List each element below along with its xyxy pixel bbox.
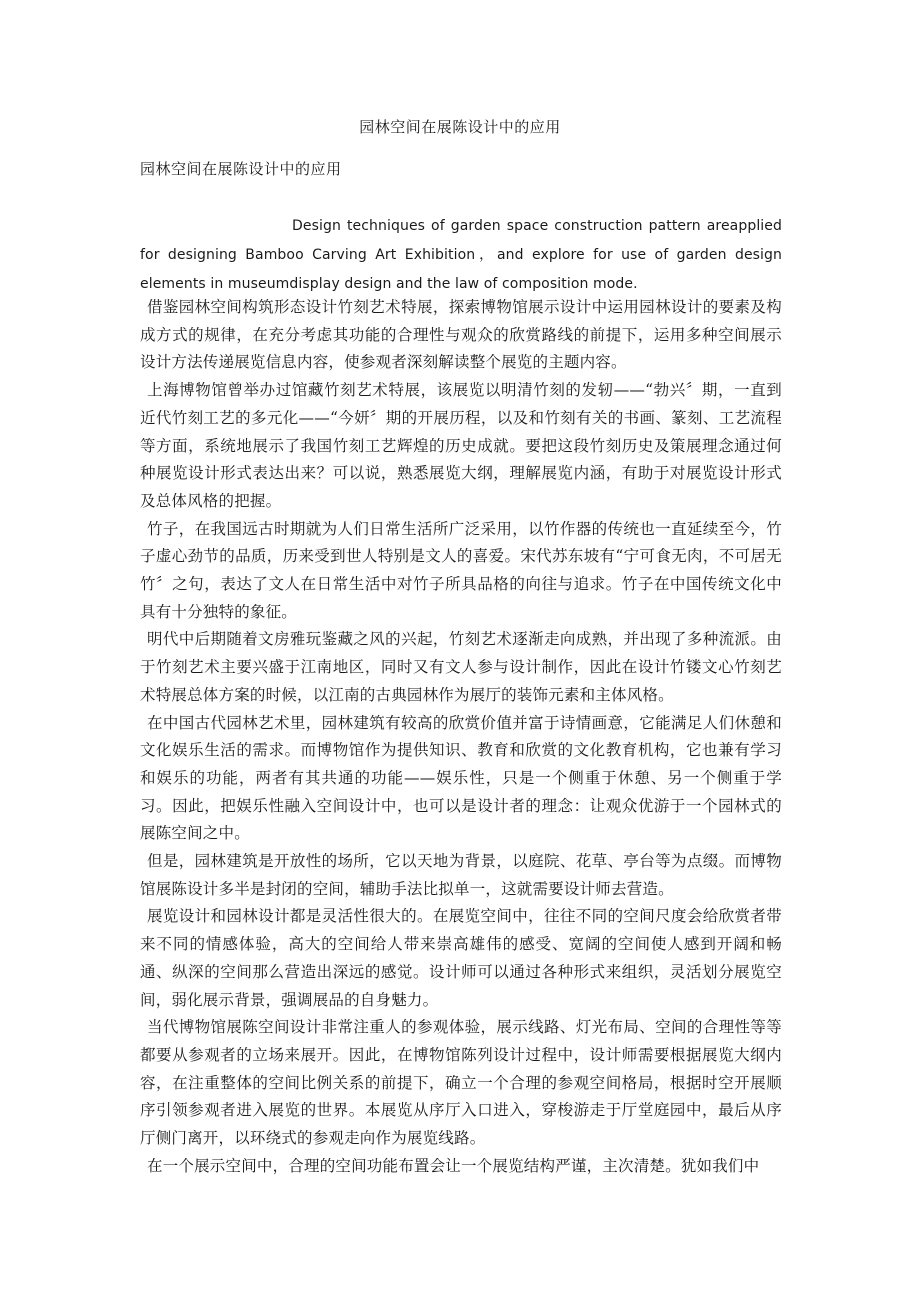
body-paragraph: 在一个展示空间中，合理的空间功能布置会让一个展览结构严谨，主次清楚。犹如我们中: [147, 1156, 760, 1175]
document-title: 园林空间在展陈设计中的应用: [359, 118, 561, 136]
body-paragraph: 明代中后期随着文房雅玩鉴藏之风的兴起，竹刻艺术逐渐走向成熟，并出现了多种流派。由于竹刻艺术主要兴盛于江南地区，同时又有文人参与设计制作，因此在设计竹镂文心竹刻艺术特展总体方案的时候，以江南的古典园林作为展厅的装饰元素和主体风格。: [140, 630, 782, 704]
body-paragraph: 竹子，在我国远古时期就为人们日常生活所广泛采用，以竹作器的传统也一直延续至今，竹子虚心劲节的品质，历来受到世人特别是文人的喜爱。宋代苏东坡有“宁可食无肉，不可居无竹〞之句，表达了文人在日常生活中对竹子所具品格的向往与追求。竹子在中国传统文化中具有十分独特的象征。: [140, 519, 782, 621]
body-paragraph: 借鉴园林空间构筑形态设计竹刻艺术特展，探索博物馆展示设计中运用园林设计的要素及构成方式的规律，在充分考虑其功能的合理性与观众的欣赏路线的前提下，运用多种空间展示设计方法传递展览信息内容，使参观者深刻解读整个展览的主题内容。: [140, 298, 782, 372]
body-paragraph: 上海博物馆曾举办过馆藏竹刻艺术特展，该展览以明清竹刻的发轫——“勃兴〞期，一直到近代竹刻工艺的多元化——“今妍〞期的开展历程，以及和竹刻有关的书画、篆刻、工艺流程等方面，系统地展示了我国竹刻工艺辉煌的历史成就。要把这段竹刻历史及策展理念通过何种展览设计形式表达出来？可以说，熟悉展览大纲，理解展览内涵，有助于对展览设计形式及总体风格的把握。: [140, 381, 782, 510]
body-paragraph: 在中国古代园林艺术里，园林建筑有较高的欣赏价值并富于诗情画意，它能满足人们休憩和文化娱乐生活的需求。而博物馆作为提供知识、教育和欣赏的文化教育机构，它也兼有学习和娱乐的功能，两者有其共通的功能——娱乐性，只是一个侧重于休憩、另一个侧重于学习。因此，把娱乐性融入空间设计中，也可以是设计者的理念：让观众优游于一个园林式的展陈空间之中。: [140, 713, 782, 843]
body-paragraph: 当代博物馆展陈空间设计非常注重人的参观体验，展示线路、灯光布局、空间的合理性等等都要从参观者的立场来展开。因此，在博物馆陈列设计过程中，设计师需要根据展览大纲内容，在注重整体的空间比例关系的前提下，确立一个合理的参观空间格局，根据时空开展顺序引领参观者进入展览的世界。本展览从序厅入口进入，穿梭游走于厅堂庭园中，最后从序厅侧门离开，以环绕式的参观走向作为展览线路。: [140, 1018, 782, 1148]
document-subtitle: 园林空间在展陈设计中的应用: [140, 160, 342, 178]
body-paragraph: 展览设计和园林设计都是灵活性很大的。在展览空间中，往往不同的空间尺度会给欣赏者带来不同的情感体验，高大的空间给人带来崇高雄伟的感受、宽阔的空间使人感到开阔和畅通、纵深的空间那么营造出深远的感觉。设计师可以通过各种形式来组织，灵活划分展览空间，弱化展示背景，强调展品的自身魅力。: [140, 907, 782, 1009]
body-paragraph: 但是，园林建筑是开放性的场所，它以天地为背景，以庭院、花草、亭台等为点缀。而博物馆展陈设计多半是封闭的空间，辅助手法比拟单一，这就需要设计师去营造。: [140, 852, 782, 898]
english-abstract: Design techniques of garden space construction pattern areapplied for designing Bamboo Carving Art Exhibition，and explore for use of garden design elements in museumdisplay design and the law of composition mode.: [140, 218, 782, 292]
document-body: [140, 294, 782, 1181]
